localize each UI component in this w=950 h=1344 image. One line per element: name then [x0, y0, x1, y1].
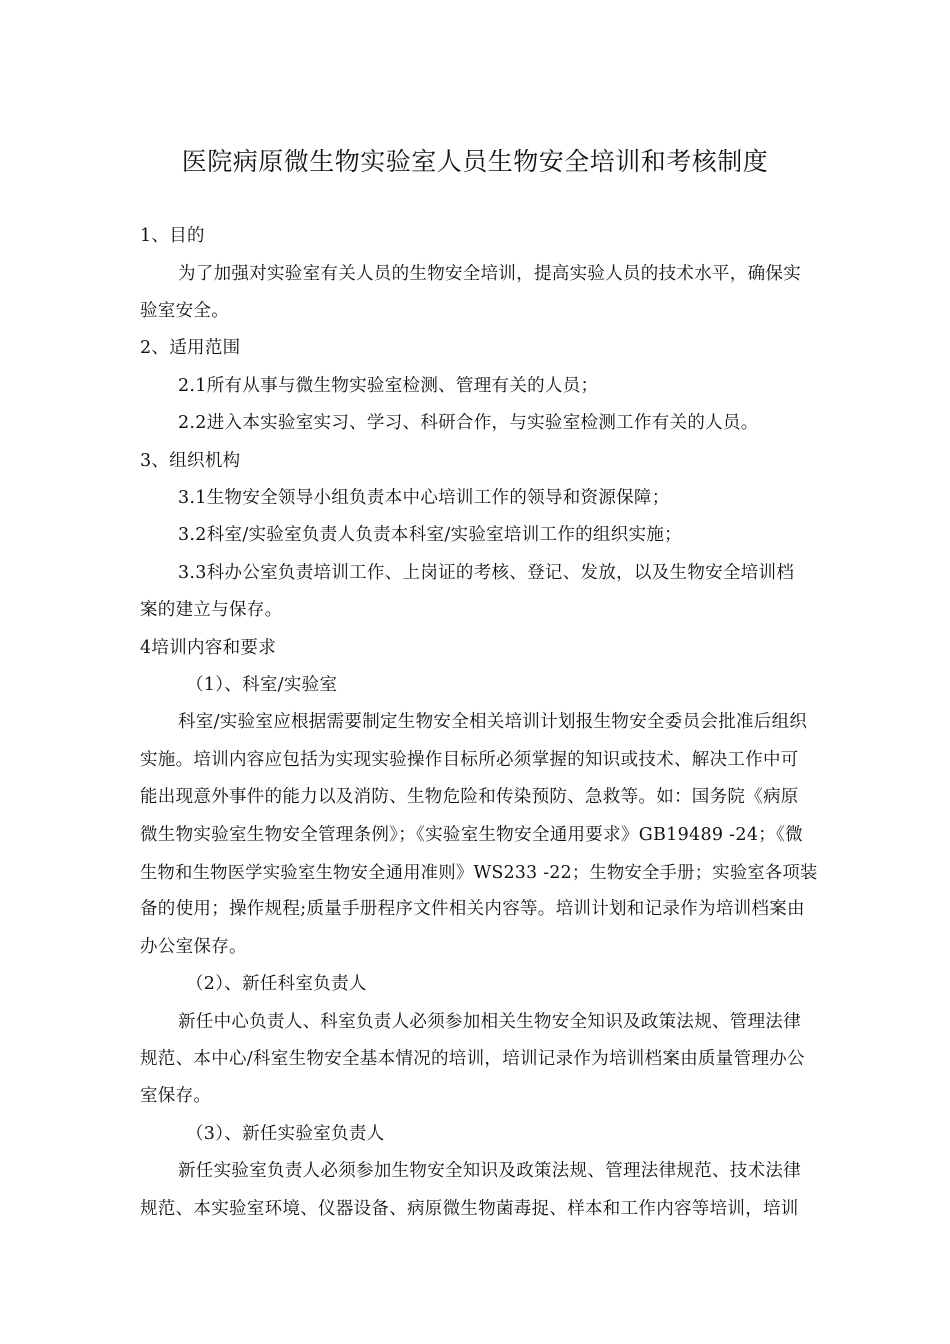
section-heading-scope: 2、适用范围 [140, 338, 241, 358]
list-item: 2.1所有从事与微生物实验室检测、管理有关的人员； [178, 376, 599, 396]
paragraph-line: 生物和生物医学实验室生物安全通用准则》WS233 -22；生物安全手册；实验室各项装 [140, 863, 818, 883]
section-heading-organization: 3、组织机构 [140, 451, 241, 471]
subsection-heading: （3）、新任实验室负责人 [186, 1124, 385, 1144]
paragraph-line: 实施。培训内容应包括为实现实验操作目标所必须掌握的知识或技术、解决工作中可 [140, 750, 799, 770]
paragraph-line: 为了加强对实验室有关人员的生物安全培训，提高实验人员的技术水平，确保实 [178, 264, 801, 284]
section-heading-purpose: 1、目的 [140, 226, 205, 246]
paragraph-line: 验室安全。 [140, 301, 229, 321]
paragraph-line: 案的建立与保存。 [140, 600, 283, 620]
paragraph-line: 新任实验室负责人必须参加生物安全知识及政策法规、管理法律规范、技术法律 [178, 1161, 801, 1181]
list-item: 2.2进入本实验室实习、学习、科研合作，与实验室检测工作有关的人员。 [178, 413, 759, 433]
list-item: 3.3科办公室负责培训工作、上岗证的考核、登记、发放，以及生物安全培训档 [178, 563, 795, 583]
document-title: 医院病原微生物实验室人员生物安全培训和考核制度 [181, 147, 769, 176]
paragraph-line: 微生物实验室生物安全管理条例》；《实验室生物安全通用要求》GB19489 -24；《微 [140, 825, 803, 845]
list-item: 3.1生物安全领导小组负责本中心培训工作的领导和资源保障； [178, 488, 670, 508]
paragraph-line: 备的使用；操作规程;质量手册程序文件相关内容等。培训计划和记录作为培训档案由 [140, 899, 805, 919]
paragraph-line: 室保存。 [140, 1086, 212, 1106]
paragraph-line: 新任中心负责人、科室负责人必须参加相关生物安全知识及政策法规、管理法律 [178, 1012, 801, 1032]
paragraph-line: 能出现意外事件的能力以及消防、生物危险和传染预防、急救等。如：国务院《病原 [140, 787, 799, 807]
paragraph-line: 规范、本实验室环境、仪器设备、病原微生物菌毒捉、样本和工作内容等培训，培训 [140, 1199, 799, 1219]
paragraph-line: 科室/实验室应根据需要制定生物安全相关培训计划报生物安全委员会批准后组织 [178, 712, 808, 732]
subsection-heading: （2）、新任科室负责人 [186, 974, 367, 994]
subsection-heading: （1）、科室/实验室 [186, 675, 338, 695]
section-heading-training: 4培训内容和要求 [140, 638, 277, 658]
list-item: 3.2科室/实验室负责人负责本科室/实验室培训工作的组织实施； [178, 525, 682, 545]
paragraph-line: 规范、本中心/科室生物安全基本情况的培训，培训记录作为培训档案由质量管理办公 [140, 1049, 805, 1069]
paragraph-line: 办公室保存。 [140, 937, 247, 957]
